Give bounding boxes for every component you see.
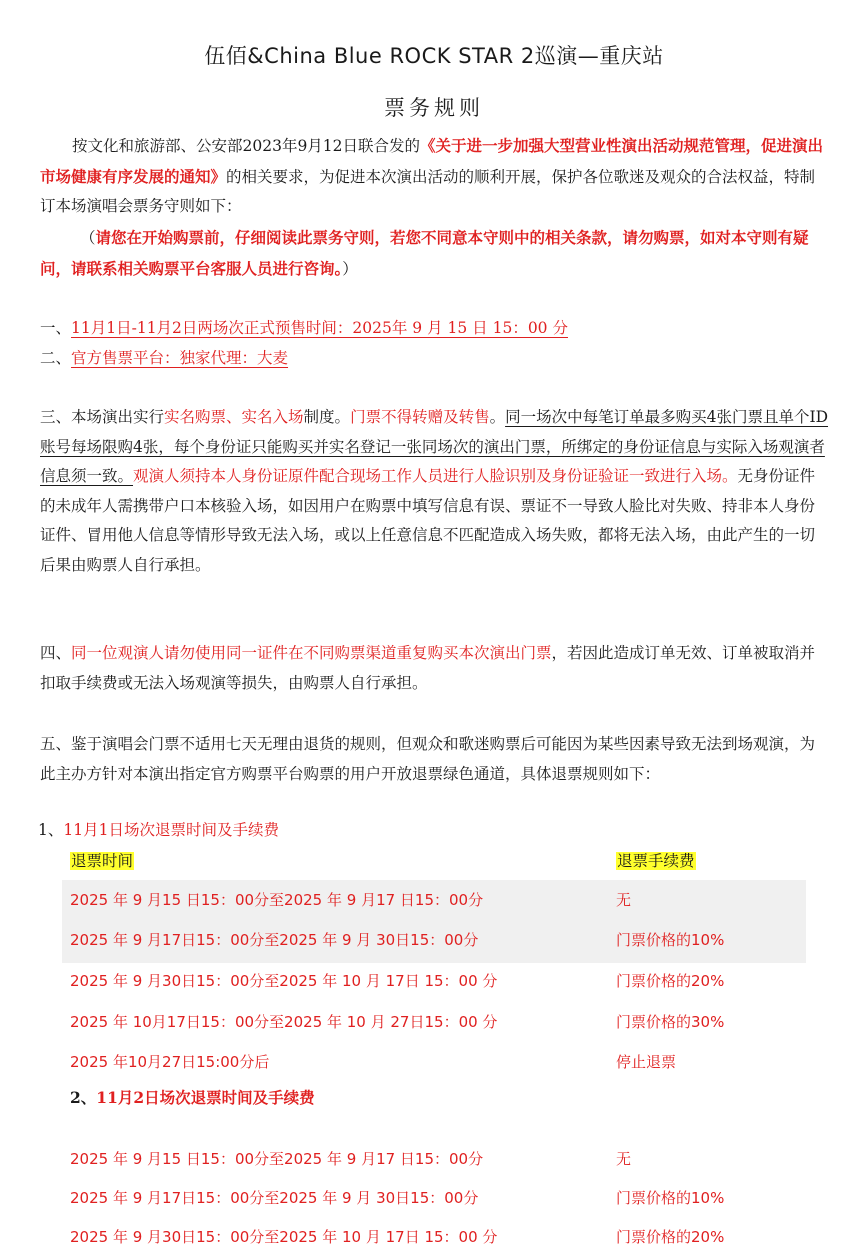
col-time-label: 退票时间 — [71, 852, 134, 870]
section-5 — [40, 730, 830, 789]
refund-2-row-2-time: 2025 年 9 月17日15：00分至2025 年 9 月 30日15：00分 — [70, 1189, 479, 1207]
refund-2-row-3-fee: 门票价格的20% — [616, 1228, 725, 1246]
duplicate-purchase-warning: 同一位观演人请勿使用同一证件在不同购票渠道重复购买本次演出门票 — [71, 644, 552, 662]
section-3-text-a: 本场演出实行 — [71, 408, 165, 426]
section-4-text-b: ，若因此造成订单无效、订单被取消并扣取手续费或无法入场观演等损失，由购票人自行承担。 — [40, 644, 816, 692]
refund-1-row-5-time: 2025 年10月27日15:00分后 — [70, 1053, 270, 1071]
refund-2-title: 11月2日场次退票时间及手续费 — [96, 1088, 315, 1107]
refund-1-row-2-time: 2025 年 9 月17日15：00分至2025 年 9 月 30日15：00分 — [70, 931, 479, 949]
section-1-number: 一、 — [40, 319, 72, 337]
paren-open: （ — [80, 229, 96, 247]
section-3-number: 三、 — [40, 408, 72, 426]
purchase-limit-policy: 同一场次中每笔订单最多购买4张门票且单个ID账号每场限购4张，每个身份证只能购买并实名登记一张同场次的演出门票，所绑定的身份证信息与实际入场观演者信息须一致。 — [40, 408, 829, 485]
refund-1-row-3-fee: 门票价格的20% — [616, 972, 725, 990]
section-4 — [40, 639, 830, 698]
no-resale-policy: 门票不得转赠及转售 — [350, 408, 490, 426]
column-header-fee — [616, 849, 696, 871]
refund-intro: 鉴于演唱会门票不适用七天无理由退货的规则，但观众和歌迷购票后可能因为某些因素导致无法到场观演，为此主办方针对本演出指定官方购票平台购票的用户开放退票绿色通道，具体退票规则如下： — [40, 735, 816, 783]
intro-warning — [40, 223, 830, 284]
refund-1-row-1-time: 2025 年 9 月15 日15：00分至2025 年 9 月17 日15：00分 — [70, 891, 484, 909]
section-4-number: 四、 — [40, 644, 72, 662]
id-verification-policy: 观演人须持本人身份证原件配合现场工作人员进行人脸识别及身份证验证一致进行入场。 — [133, 467, 738, 485]
paren-close: ） — [342, 259, 358, 278]
warning-text: 请您在开始购票前，仔细阅读此票务守则，若您不同意本守则中的相关条款，请勿购票，如对本守则有疑问，请联系相关购票平台客服人员进行咨询。 — [40, 228, 809, 278]
refund-1-row-3-time: 2025 年 9 月30日15：00分至2025 年 10 月 17日 15：00 分 — [70, 972, 498, 990]
column-header-time — [70, 849, 134, 871]
refund-1-heading — [38, 818, 279, 840]
intro-paragraph — [40, 131, 830, 222]
refund-2-row-1-fee: 无 — [616, 1150, 632, 1168]
col-fee-label: 退票手续费 — [617, 852, 695, 870]
section-3-text-c: 制度。 — [303, 408, 351, 426]
presale-time: 11月1日-11月2日两场次正式预售时间：2025年 9 月 15 日 15：00 分 — [71, 319, 568, 337]
section-3-text-h: 无身份证件的未成年人需携带户口本核验入场，如因用户在购票中填写信息有误、票证不一导致人脸比对失败、持非本人身份证件、冒用他人信息等情形导致无法入场，或以上任意信息不匹配造成入场失败，都将无法入场，由此产生的一切后果由购票人自行承担。 — [40, 467, 816, 574]
refund-2-number: 2、 — [70, 1088, 97, 1107]
ticket-platform: 官方售票平台：独家代理：大麦 — [71, 349, 289, 367]
real-name-policy: 实名购票、实名入场 — [164, 408, 304, 426]
refund-1-number: 1、 — [38, 821, 64, 839]
intro-text-1: 按文化和旅游部、公安部2023年9月12日联合发的 — [72, 137, 421, 155]
intro-text-2: 的相关要求，为促进本次演出活动的顺利开展，保护各位歌迷及观众的合法权益，特制订本场演唱会票务守则如下： — [40, 167, 816, 215]
page-subtitle: 票务规则 — [384, 96, 484, 120]
section-1 — [40, 316, 568, 338]
section-2-number: 二、 — [40, 349, 72, 367]
refund-1-title: 11月1日场次退票时间及手续费 — [63, 821, 279, 839]
refund-1-row-5-fee: 停止退票 — [616, 1053, 677, 1071]
section-2 — [40, 346, 288, 368]
refund-2-row-1-time: 2025 年 9 月15 日15：00分至2025 年 9 月17 日15：00分 — [70, 1150, 484, 1168]
refund-1-row-4-fee: 门票价格的30% — [616, 1013, 725, 1031]
refund-2-row-2-fee: 门票价格的10% — [616, 1189, 725, 1207]
refund-2-row-3-time: 2025 年 9 月30日15：00分至2025 年 10 月 17日 15：00 分 — [70, 1228, 498, 1246]
section-3-text-e: 。 — [489, 408, 506, 426]
page-title: 伍佰&China Blue ROCK STAR 2巡演—重庆站 — [204, 44, 664, 68]
section-5-number: 五、 — [40, 735, 72, 753]
section-3 — [40, 403, 830, 580]
refund-1-row-2-fee: 门票价格的10% — [616, 931, 725, 949]
notice-title: 《关于进一步加强大型营业性演出活动规范管理，促进演出市场健康有序发展的通知》 — [40, 136, 824, 186]
refund-1-row-4-time: 2025 年 10月17日15：00分至2025 年 10 月 27日15：00 分 — [70, 1013, 498, 1031]
refund-1-row-1-fee: 无 — [616, 891, 632, 909]
refund-2-heading — [70, 1086, 315, 1108]
